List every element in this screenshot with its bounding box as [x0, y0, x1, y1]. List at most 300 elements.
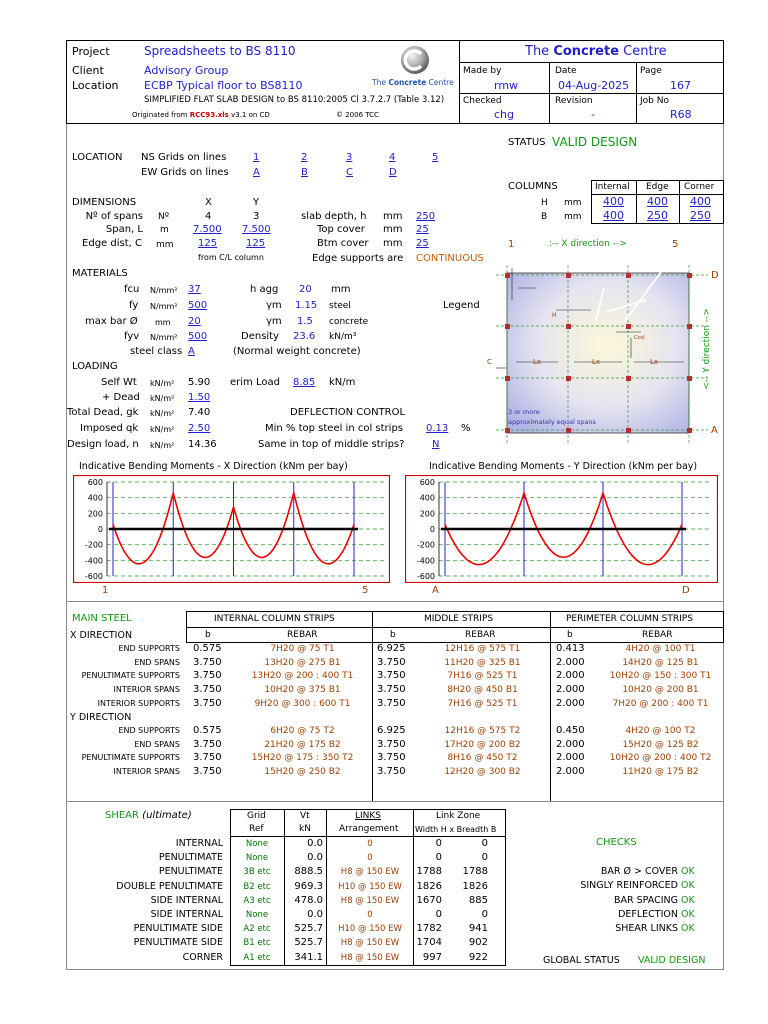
hagg-label: h agg — [250, 284, 279, 295]
total-dead-value: 7.40 — [188, 407, 211, 418]
steel-int-b: 3.750 — [193, 684, 222, 696]
steel-int-rebar: 6H20 @ 75 T2 — [270, 726, 335, 736]
slab-depth-label: slab depth, h — [301, 211, 367, 222]
diagram-y-direction: <-- Y direction --> — [701, 308, 712, 390]
ew-grid-c[interactable]: C — [346, 167, 353, 178]
steel-per-rebar: 4H20 @ 100 T2 — [625, 726, 696, 736]
date-value: 04-Aug-2025 — [558, 79, 630, 92]
job-value: R68 — [670, 108, 692, 121]
shear-row-label: PENULTIMATE — [158, 866, 223, 878]
check-value: OK — [681, 894, 695, 906]
col-hdr-corner: Corner — [684, 182, 715, 192]
shear-row-h: 1782 — [416, 923, 442, 935]
steel-mid-b: 3.750 — [377, 697, 406, 709]
y-direction-label: Y DIRECTION — [70, 712, 132, 723]
steel-row-label: END SUPPORTS — [118, 644, 180, 653]
dim-y-header: Y — [253, 197, 260, 208]
shear-row-h: 0 — [435, 838, 442, 849]
steel-row-label: PENULTIMATE SUPPORTS — [81, 753, 180, 763]
location-section-label: LOCATION — [72, 152, 123, 163]
spans-unit: Nº — [158, 212, 169, 222]
span-length-unit: m — [160, 225, 169, 235]
shear-row-ref: B2 etc — [243, 881, 271, 892]
steel-per-b: 2.000 — [556, 697, 585, 709]
bm-y-chart — [405, 475, 718, 583]
density-value: 23.6 — [293, 331, 316, 342]
shear-row-arr: H8 @ 150 EW — [340, 895, 400, 906]
shear-row-b: 885 — [468, 894, 488, 906]
max-bar-input[interactable]: 20 — [188, 316, 201, 327]
steel-mid-b: 3.750 — [377, 656, 406, 668]
shear-ref-hdr: Ref — [249, 824, 264, 834]
same-middle-strips-input[interactable]: N — [432, 439, 440, 450]
checked-value: chg — [494, 108, 515, 121]
col-b-corner-input[interactable]: 250 — [690, 209, 711, 222]
shear-row-vt: 341.1 — [294, 951, 323, 963]
design-load-label: Design load, n — [67, 439, 139, 450]
top-cover-input[interactable]: 25 — [416, 224, 429, 235]
steel-mid-rebar: 12H16 @ 575 T1 — [444, 644, 521, 654]
global-status-label: GLOBAL STATUS — [543, 955, 620, 966]
span-length-x-input[interactable]: 7.500 — [193, 224, 222, 235]
shear-row-label: SIDE INTERNAL — [150, 894, 223, 906]
fy-label: fy — [129, 300, 139, 311]
ew-grid-a[interactable]: A — [253, 167, 260, 178]
logo-wordmark: The Concrete Centre — [372, 78, 454, 87]
client-name: Advisory Group — [144, 64, 229, 77]
bm-x-title: Indicative Bending Moments - X Direction (kNm per bay) — [79, 461, 348, 472]
shear-row-vt: 0.0 — [307, 838, 323, 849]
steel-mid-rebar: 8H20 @ 450 B1 — [447, 685, 518, 696]
gamma-steel-value: 1.15 — [295, 300, 318, 311]
shear-row-label: SIDE INTERNAL — [150, 909, 223, 920]
shear-kn-hdr: kN — [299, 824, 311, 834]
copyright: © 2006 TCC — [336, 111, 379, 119]
int-rebar-hdr: REBAR — [287, 630, 318, 640]
steel-per-rebar: 10H20 @ 200 : 400 T2 — [609, 753, 712, 764]
steel-per-rebar: 10H20 @ 200 B1 — [622, 685, 699, 696]
steel-mid-rebar: 7H16 @ 525 T1 — [447, 671, 518, 682]
job-label: Job No — [640, 96, 669, 106]
steel-mid-b: 3.750 — [377, 670, 406, 682]
status-label: STATUS — [508, 137, 546, 148]
chart-tick-label: 200 — [419, 509, 435, 519]
steel-int-rebar: 15H20 @ 175 : 350 T2 — [251, 753, 354, 764]
steel-row-label: PENULTIMATE SUPPORTS — [81, 671, 180, 681]
density-label: Density — [241, 331, 280, 342]
chart-tick-label: -400 — [84, 556, 103, 566]
shear-row-b: 0 — [481, 838, 488, 849]
spans-x: 4 — [205, 211, 212, 222]
steel-per-rebar: 10H20 @ 150 : 300 T1 — [609, 671, 712, 682]
ew-grids-label: EW Grids on lines — [141, 167, 229, 178]
edge-dist-label: Edge dist, C — [82, 238, 142, 249]
shear-row-h: 0 — [435, 909, 442, 920]
status-value: VALID DESIGN — [552, 135, 638, 149]
steel-mid-rebar: 12H20 @ 300 B2 — [444, 767, 521, 778]
floor-plan-diagram — [487, 260, 710, 452]
legend-label: Legend — [443, 300, 480, 311]
dead-load-unit: kN/m² — [150, 394, 175, 403]
shear-row-b: 941 — [468, 923, 488, 935]
steel-per-b: 2.000 — [556, 656, 585, 668]
diagram-left-num: 1 — [508, 239, 515, 250]
col-b-label: B — [541, 212, 548, 222]
steel-int-b: 3.750 — [193, 766, 222, 778]
col-h-unit: mm — [564, 198, 582, 208]
chart-tick-label: -400 — [416, 556, 435, 566]
brand-title: The Concrete Centre — [525, 44, 667, 59]
col-hdr-internal: Internal — [595, 182, 630, 192]
steel-per-rebar: 4H20 @ 100 T1 — [625, 644, 696, 654]
steel-row-label: INTERIOR SUPPORTS — [97, 698, 180, 708]
shear-row-vt: 525.7 — [294, 923, 323, 935]
steel-row-label: INTERIOR SPANS — [113, 767, 180, 777]
span-length-y-input[interactable]: 7.500 — [242, 224, 271, 235]
steel-per-rebar: 7H20 @ 200 : 400 T1 — [612, 698, 709, 709]
imposed-input[interactable]: 2.50 — [188, 423, 211, 434]
design-load-unit: kN/m² — [150, 441, 175, 450]
col-b-edge-input[interactable]: 250 — [647, 209, 668, 222]
check-label: SINGLY REINFORCED — [580, 880, 678, 892]
main-steel-label: MAIN STEEL — [72, 613, 132, 624]
ns-grids-label: NS Grids on lines — [141, 152, 227, 163]
ns-grid-4[interactable]: 4 — [389, 152, 396, 163]
int-col-strips-header: INTERNAL COLUMN STRIPS — [214, 614, 335, 624]
spans-y: 3 — [253, 211, 260, 222]
diagram-top-letter: D — [711, 270, 719, 281]
diagram-x-direction: :-- X direction --> — [549, 239, 627, 249]
ns-grid-1[interactable]: 1 — [253, 152, 260, 163]
shear-row-h: 0 — [435, 852, 442, 864]
ew-grid-d[interactable]: D — [389, 167, 397, 178]
steel-per-b: 2.000 — [556, 738, 585, 750]
chart-tick-label: 600 — [87, 478, 103, 487]
steel-int-rebar: 7H20 @ 75 T1 — [270, 644, 335, 654]
edge-dist-note: from C/L column — [198, 253, 264, 262]
self-weight-unit: kN/m² — [150, 379, 175, 388]
steel-int-b: 0.575 — [193, 643, 222, 654]
col-h-label: H — [541, 198, 548, 208]
shear-row-b: 1788 — [462, 866, 488, 878]
check-value: OK — [681, 880, 695, 892]
dead-load-label: + Dead — [102, 392, 140, 403]
shear-row-b: 0 — [481, 852, 488, 864]
shear-grid-hdr: Grid — [247, 811, 266, 821]
concrete-centre-logo — [397, 45, 433, 75]
shear-row-ref: A3 etc — [243, 895, 271, 906]
steel-per-b: 2.000 — [556, 670, 585, 682]
col-b-internal-input[interactable]: 400 — [603, 209, 624, 222]
columns-label: COLUMNS — [508, 181, 558, 192]
steel-int-rebar: 10H20 @ 375 B1 — [264, 685, 341, 696]
check-label: DEFLECTION — [618, 908, 678, 920]
steel-int-b: 3.750 — [193, 670, 222, 682]
perimeter-load-unit: kN/m — [329, 377, 356, 388]
dimensions-label: DIMENSIONS — [72, 197, 137, 208]
chart-tick-label: 0 — [97, 525, 103, 534]
same-middle-strips-label: Same in top of middle strips? — [258, 439, 405, 450]
shear-label: SHEAR (ultimate) — [105, 810, 192, 821]
bm-x-left-label: 1 — [102, 585, 109, 596]
loading-label: LOADING — [72, 361, 118, 372]
hagg-unit: mm — [331, 284, 351, 295]
shear-row-b: 0 — [481, 909, 488, 920]
steel-class-label: steel class — [130, 346, 183, 357]
slab-depth-unit: mm — [383, 211, 403, 222]
steel-int-b: 0.575 — [193, 725, 222, 736]
spans-label: Nº of spans — [85, 211, 143, 222]
gamma-conc-text: concrete — [329, 317, 369, 327]
btm-cover-label: Btm cover — [317, 238, 369, 249]
date-label: Date — [555, 66, 577, 76]
bm-y-left-label: A — [432, 585, 439, 596]
edge-dist-x-input[interactable]: 125 — [198, 238, 218, 249]
shear-row-arr: H8 @ 150 EW — [340, 867, 400, 878]
sheet-subtitle: SIMPLIFIED FLAT SLAB DESIGN to BS 8110:2005 Cl 3.7.2.7 (Table 3.12) — [144, 95, 445, 105]
page-label: Page — [640, 66, 662, 76]
steel-mid-b: 3.750 — [377, 684, 406, 696]
shear-row-arr: 0 — [367, 910, 373, 920]
max-bar-unit: mm — [155, 318, 171, 327]
steel-mid-rebar: 7H16 @ 525 T1 — [447, 698, 518, 709]
steel-per-rebar: 15H20 @ 125 B2 — [622, 739, 699, 750]
shear-row-ref: None — [245, 910, 269, 920]
shear-vt-hdr: Vt — [300, 811, 310, 821]
steel-row-label: END SUPPORTS — [118, 726, 180, 735]
shear-row-b: 922 — [468, 951, 488, 963]
min-top-steel-input[interactable]: 0.13 — [426, 423, 449, 434]
steel-mid-b: 3.750 — [377, 766, 406, 778]
shear-row-label: PENULTIMATE SIDE — [133, 923, 223, 935]
self-weight-label: Self Wt — [101, 377, 137, 388]
dead-load-input[interactable]: 1.50 — [188, 392, 211, 403]
min-top-steel-label: Min % top steel in col strips — [265, 423, 404, 434]
shear-row-vt: 0.0 — [307, 852, 323, 864]
fyv-unit: N/mm² — [150, 333, 178, 342]
bm-x-right-label: 5 — [362, 585, 369, 596]
min-top-steel-unit: % — [461, 423, 471, 434]
steel-mid-rebar: 12H16 @ 575 T2 — [444, 726, 521, 736]
diagram-note-2: approximately equal spans — [508, 418, 596, 426]
per-rebar-hdr: REBAR — [642, 630, 673, 640]
weight-note: (Normal weight concrete) — [233, 346, 361, 357]
diagram-lx-label-1: Lx — [533, 358, 542, 366]
middle-strips-header: MIDDLE STRIPS — [424, 614, 494, 624]
edge-dist-y-input[interactable]: 125 — [246, 238, 266, 249]
shear-row-label: PENULTIMATE — [158, 852, 223, 864]
shear-row-label: INTERNAL — [175, 838, 223, 849]
steel-row-label: END SPANS — [134, 739, 180, 749]
diagram-lx-label-3: Lx — [650, 358, 659, 366]
steel-per-b: 0.450 — [556, 725, 585, 736]
chart-tick-label: -200 — [416, 540, 435, 550]
made-by-value: rmw — [494, 79, 519, 92]
check-value: OK — [681, 866, 695, 877]
shear-row-arr: H8 @ 150 EW — [340, 952, 400, 963]
diagram-c-label: C — [487, 358, 492, 366]
shear-row-b: 1826 — [462, 880, 488, 892]
steel-mid-b: 3.750 — [377, 738, 406, 750]
materials-label: MATERIALS — [72, 268, 128, 279]
shear-row-label: PENULTIMATE SIDE — [133, 937, 223, 949]
shear-row-h: 1704 — [416, 937, 442, 949]
check-label: BAR SPACING — [613, 894, 678, 906]
shear-row-label: DOUBLE PENULTIMATE — [116, 880, 223, 892]
steel-per-rebar: 11H20 @ 175 B2 — [622, 767, 699, 778]
gamma-conc-label: γm — [266, 316, 282, 327]
steel-int-b: 3.750 — [193, 697, 222, 709]
col-h-internal-input[interactable]: 400 — [603, 195, 624, 208]
made-by-label: Made by — [463, 66, 502, 76]
shear-row-h: 1670 — [416, 894, 442, 906]
chart-tick-label: -600 — [84, 572, 103, 581]
shear-wh-hdr: Width H x Breadth B — [415, 825, 497, 834]
ew-grid-b[interactable]: B — [301, 167, 308, 178]
shear-row-ref: None — [245, 853, 269, 864]
diagram-ccol-label: Ccol — [634, 335, 645, 341]
steel-int-rebar: 15H20 @ 250 B2 — [264, 767, 341, 778]
diagram-right-num: 5 — [672, 239, 679, 250]
perim-col-strips-header: PERIMETER COLUMN STRIPS — [566, 614, 693, 624]
design-load-value: 14.36 — [188, 439, 217, 450]
steel-per-b: 2.000 — [556, 752, 585, 764]
total-dead-unit: kN/m² — [150, 409, 175, 418]
col-b-unit: mm — [564, 212, 582, 222]
chart-tick-label: -200 — [84, 540, 103, 550]
check-value: OK — [681, 923, 695, 935]
checks-label: CHECKS — [596, 837, 637, 848]
x-direction-label: X DIRECTION — [70, 630, 133, 641]
shear-arr-hdr: Arrangement — [339, 824, 399, 834]
client-label: Client — [72, 64, 104, 77]
steel-class-input[interactable]: A — [188, 346, 195, 357]
perimeter-load-input[interactable]: 8.85 — [293, 377, 316, 388]
self-weight-value: 5.90 — [188, 377, 211, 388]
diagram-note-1: 3 or more — [508, 408, 540, 416]
shear-row-arr: H10 @ 150 EW — [338, 924, 402, 935]
steel-int-b: 3.750 — [193, 752, 222, 764]
bm-x-chart — [73, 475, 390, 583]
btm-cover-input[interactable]: 25 — [416, 238, 429, 249]
shear-row-vt: 525.7 — [294, 937, 323, 949]
shear-row-vt: 969.3 — [294, 880, 323, 892]
shear-row-h: 1826 — [416, 880, 442, 892]
perimeter-load-label: erim Load — [230, 377, 280, 388]
total-dead-label: Total Dead, gk — [67, 407, 139, 418]
shear-row-arr: H8 @ 150 EW — [340, 938, 400, 949]
shear-row-ref: 3B etc — [243, 867, 271, 878]
shear-row-ref: B1 etc — [243, 938, 271, 949]
col-h-edge-input[interactable]: 400 — [647, 195, 668, 208]
gamma-conc-value: 1.5 — [297, 316, 313, 327]
shear-row-arr: 0 — [367, 839, 373, 849]
top-cover-label: Top cover — [317, 224, 365, 235]
location-name: ECBP Typical floor to BS8110 — [144, 79, 303, 92]
steel-int-rebar: 13H20 @ 275 B1 — [264, 657, 341, 668]
shear-row-vt: 0.0 — [307, 909, 323, 920]
shear-row-vt: 888.5 — [294, 866, 323, 878]
diagram-bottom-letter: A — [711, 425, 718, 436]
revision-label: Revision — [555, 96, 593, 106]
project-name: Spreadsheets to BS 8110 — [144, 44, 296, 58]
chart-tick-label: 400 — [87, 493, 103, 503]
steel-per-b: 2.000 — [556, 766, 585, 778]
top-cover-unit: mm — [383, 224, 403, 235]
dim-x-header: X — [205, 197, 212, 208]
bm-y-title: Indicative Bending Moments - Y Direction (kNm per bay) — [429, 461, 698, 472]
edge-dist-unit: mm — [156, 240, 174, 250]
steel-row-label: END SPANS — [134, 657, 180, 667]
fyv-input[interactable]: 500 — [188, 331, 208, 342]
steel-int-b: 3.750 — [193, 738, 222, 750]
steel-row-label: INTERIOR SPANS — [113, 685, 180, 695]
project-label: Project — [72, 45, 110, 58]
check-value: OK — [681, 908, 695, 920]
span-length-label: Span, L — [105, 224, 143, 235]
page-value: 167 — [670, 79, 691, 92]
edge-supports-label: Edge supports are — [312, 253, 404, 264]
diagram-h-label: H — [552, 312, 557, 319]
chart-tick-label: 0 — [429, 525, 435, 534]
fyv-label: fyv — [124, 331, 140, 342]
shear-row-ref: None — [245, 839, 269, 849]
slab-depth-input[interactable]: 250 — [416, 211, 436, 222]
mid-rebar-hdr: REBAR — [465, 630, 496, 640]
shear-row-arr: 0 — [367, 853, 373, 864]
edge-supports-value[interactable]: CONTINUOUS — [416, 253, 484, 264]
ns-grid-2[interactable]: 2 — [301, 152, 308, 163]
col-h-corner-input[interactable]: 400 — [690, 195, 711, 208]
chart-tick-label: -600 — [416, 572, 435, 581]
diagram-lx-label-2: Lx — [592, 358, 601, 366]
hagg-value[interactable]: 20 — [299, 284, 312, 295]
check-label: BAR Ø > COVER — [600, 866, 678, 877]
chart-tick-label: 600 — [419, 478, 435, 487]
deflection-control-label: DEFLECTION CONTROL — [290, 407, 406, 418]
col-hdr-edge: Edge — [646, 182, 669, 192]
location-label: Location — [72, 79, 119, 92]
fy-input[interactable]: 500 — [188, 300, 208, 311]
fcu-unit: N/mm² — [150, 286, 178, 295]
steel-mid-b: 6.925 — [377, 643, 406, 654]
steel-per-b: 0.413 — [556, 643, 585, 654]
steel-mid-rebar: 11H20 @ 325 B1 — [444, 657, 521, 668]
shear-row-ref: A2 etc — [243, 924, 271, 935]
per-b-hdr: b — [567, 630, 573, 640]
steel-mid-b: 3.750 — [377, 752, 406, 764]
shear-zone-hdr: Link Zone — [436, 811, 481, 821]
check-label: SHEAR LINKS — [615, 923, 678, 935]
max-bar-label: max bar Ø — [85, 316, 138, 327]
shear-links-hdr: LINKS — [355, 811, 382, 821]
chart-tick-label: 200 — [87, 509, 103, 519]
gamma-steel-label: γm — [266, 300, 282, 311]
fy-unit: N/mm² — [150, 302, 178, 311]
fcu-input[interactable]: 37 — [188, 284, 201, 295]
steel-int-rebar: 21H20 @ 175 B2 — [264, 739, 341, 750]
checked-label: Checked — [463, 96, 502, 106]
ns-grid-3[interactable]: 3 — [346, 152, 353, 163]
imposed-label: Imposed qk — [80, 423, 139, 434]
steel-mid-rebar: 8H16 @ 450 T2 — [447, 753, 518, 764]
fcu-label: fcu — [124, 284, 140, 295]
ns-grid-5[interactable]: 5 — [432, 152, 439, 163]
revision-value: - — [591, 108, 595, 121]
shear-row-h: 1788 — [416, 866, 442, 878]
steel-int-rebar: 9H20 @ 300 : 600 T1 — [254, 698, 351, 709]
steel-per-rebar: 14H20 @ 125 B1 — [622, 657, 699, 668]
